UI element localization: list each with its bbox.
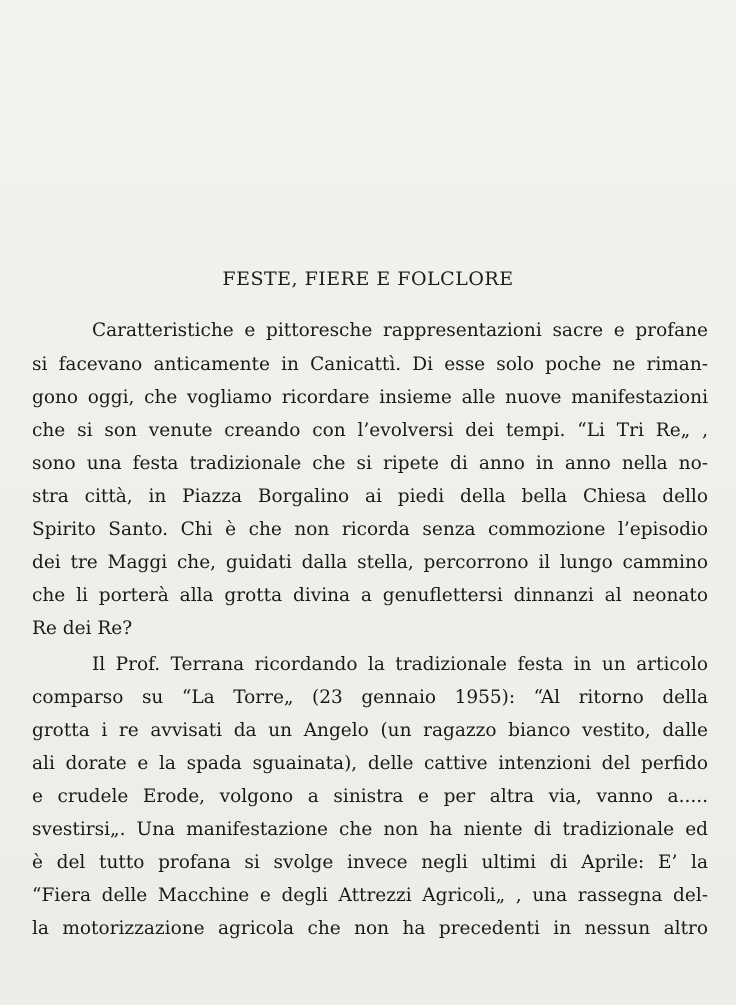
- text-line-2: si facevano anticamente in Canicattì. Di esse solo poche ne riman-: [32, 354, 708, 375]
- text-line-19: la motorizzazione agricola che non ha precedenti in nessun altro: [32, 918, 708, 939]
- text-line-16: svestirsi„. Una manifestazione che non ha niente di tradizionale ed: [32, 819, 708, 840]
- text-line-7: Spirito Santo. Chi è che non ricorda senza commozione l’episodio: [32, 519, 708, 540]
- text-line-9: che li porterà alla grotta divina a genuflettersi dinnanzi al neonato: [32, 585, 708, 606]
- text-line-10: Re dei Re?: [32, 618, 133, 639]
- text-line-17: è del tutto profana si svolge invece negli ultimi di Aprile: E’ la: [32, 852, 708, 873]
- text-line-6: stra città, in Piazza Borgalino ai piedi della bella Chiesa dello: [32, 486, 708, 507]
- text-line-15: e crudele Erode, volgono a sinistra e per altra via, vanno a.....: [32, 786, 708, 807]
- text-line-1: Caratteristiche e pittoresche rappresentazioni sacre e profane: [92, 320, 708, 341]
- text-line-13: grotta i re avvisati da un Angelo (un ragazzo bianco vestito, dalle: [32, 720, 708, 741]
- text-line-14: ali dorate e la spada sguainata), delle cattive intenzioni del perfido: [32, 753, 708, 774]
- text-line-11: Il Prof. Terrana ricordando la tradizionale festa in un articolo: [92, 654, 708, 675]
- text-line-8: dei tre Maggi che, guidati dalla stella, percorrono il lungo cammino: [32, 552, 708, 573]
- text-line-12: comparso su “La Torre„ (23 gennaio 1955): “Al ritorno della: [32, 687, 708, 708]
- chapter-title: FESTE, FIERE E FOLCLORE: [222, 268, 514, 290]
- text-line-5: sono una festa tradizionale che si ripete di anno in anno nella no-: [32, 453, 708, 474]
- text-line-18: “Fiera delle Macchine e degli Attrezzi Agricoli„ , una rassegna del-: [32, 885, 708, 906]
- text-line-3: gono oggi, che vogliamo ricordare insieme alle nuove manifestazioni: [32, 387, 708, 408]
- text-line-4: che si son venute creando con l’evolversi dei tempi. “Li Tri Re„ ,: [32, 420, 708, 441]
